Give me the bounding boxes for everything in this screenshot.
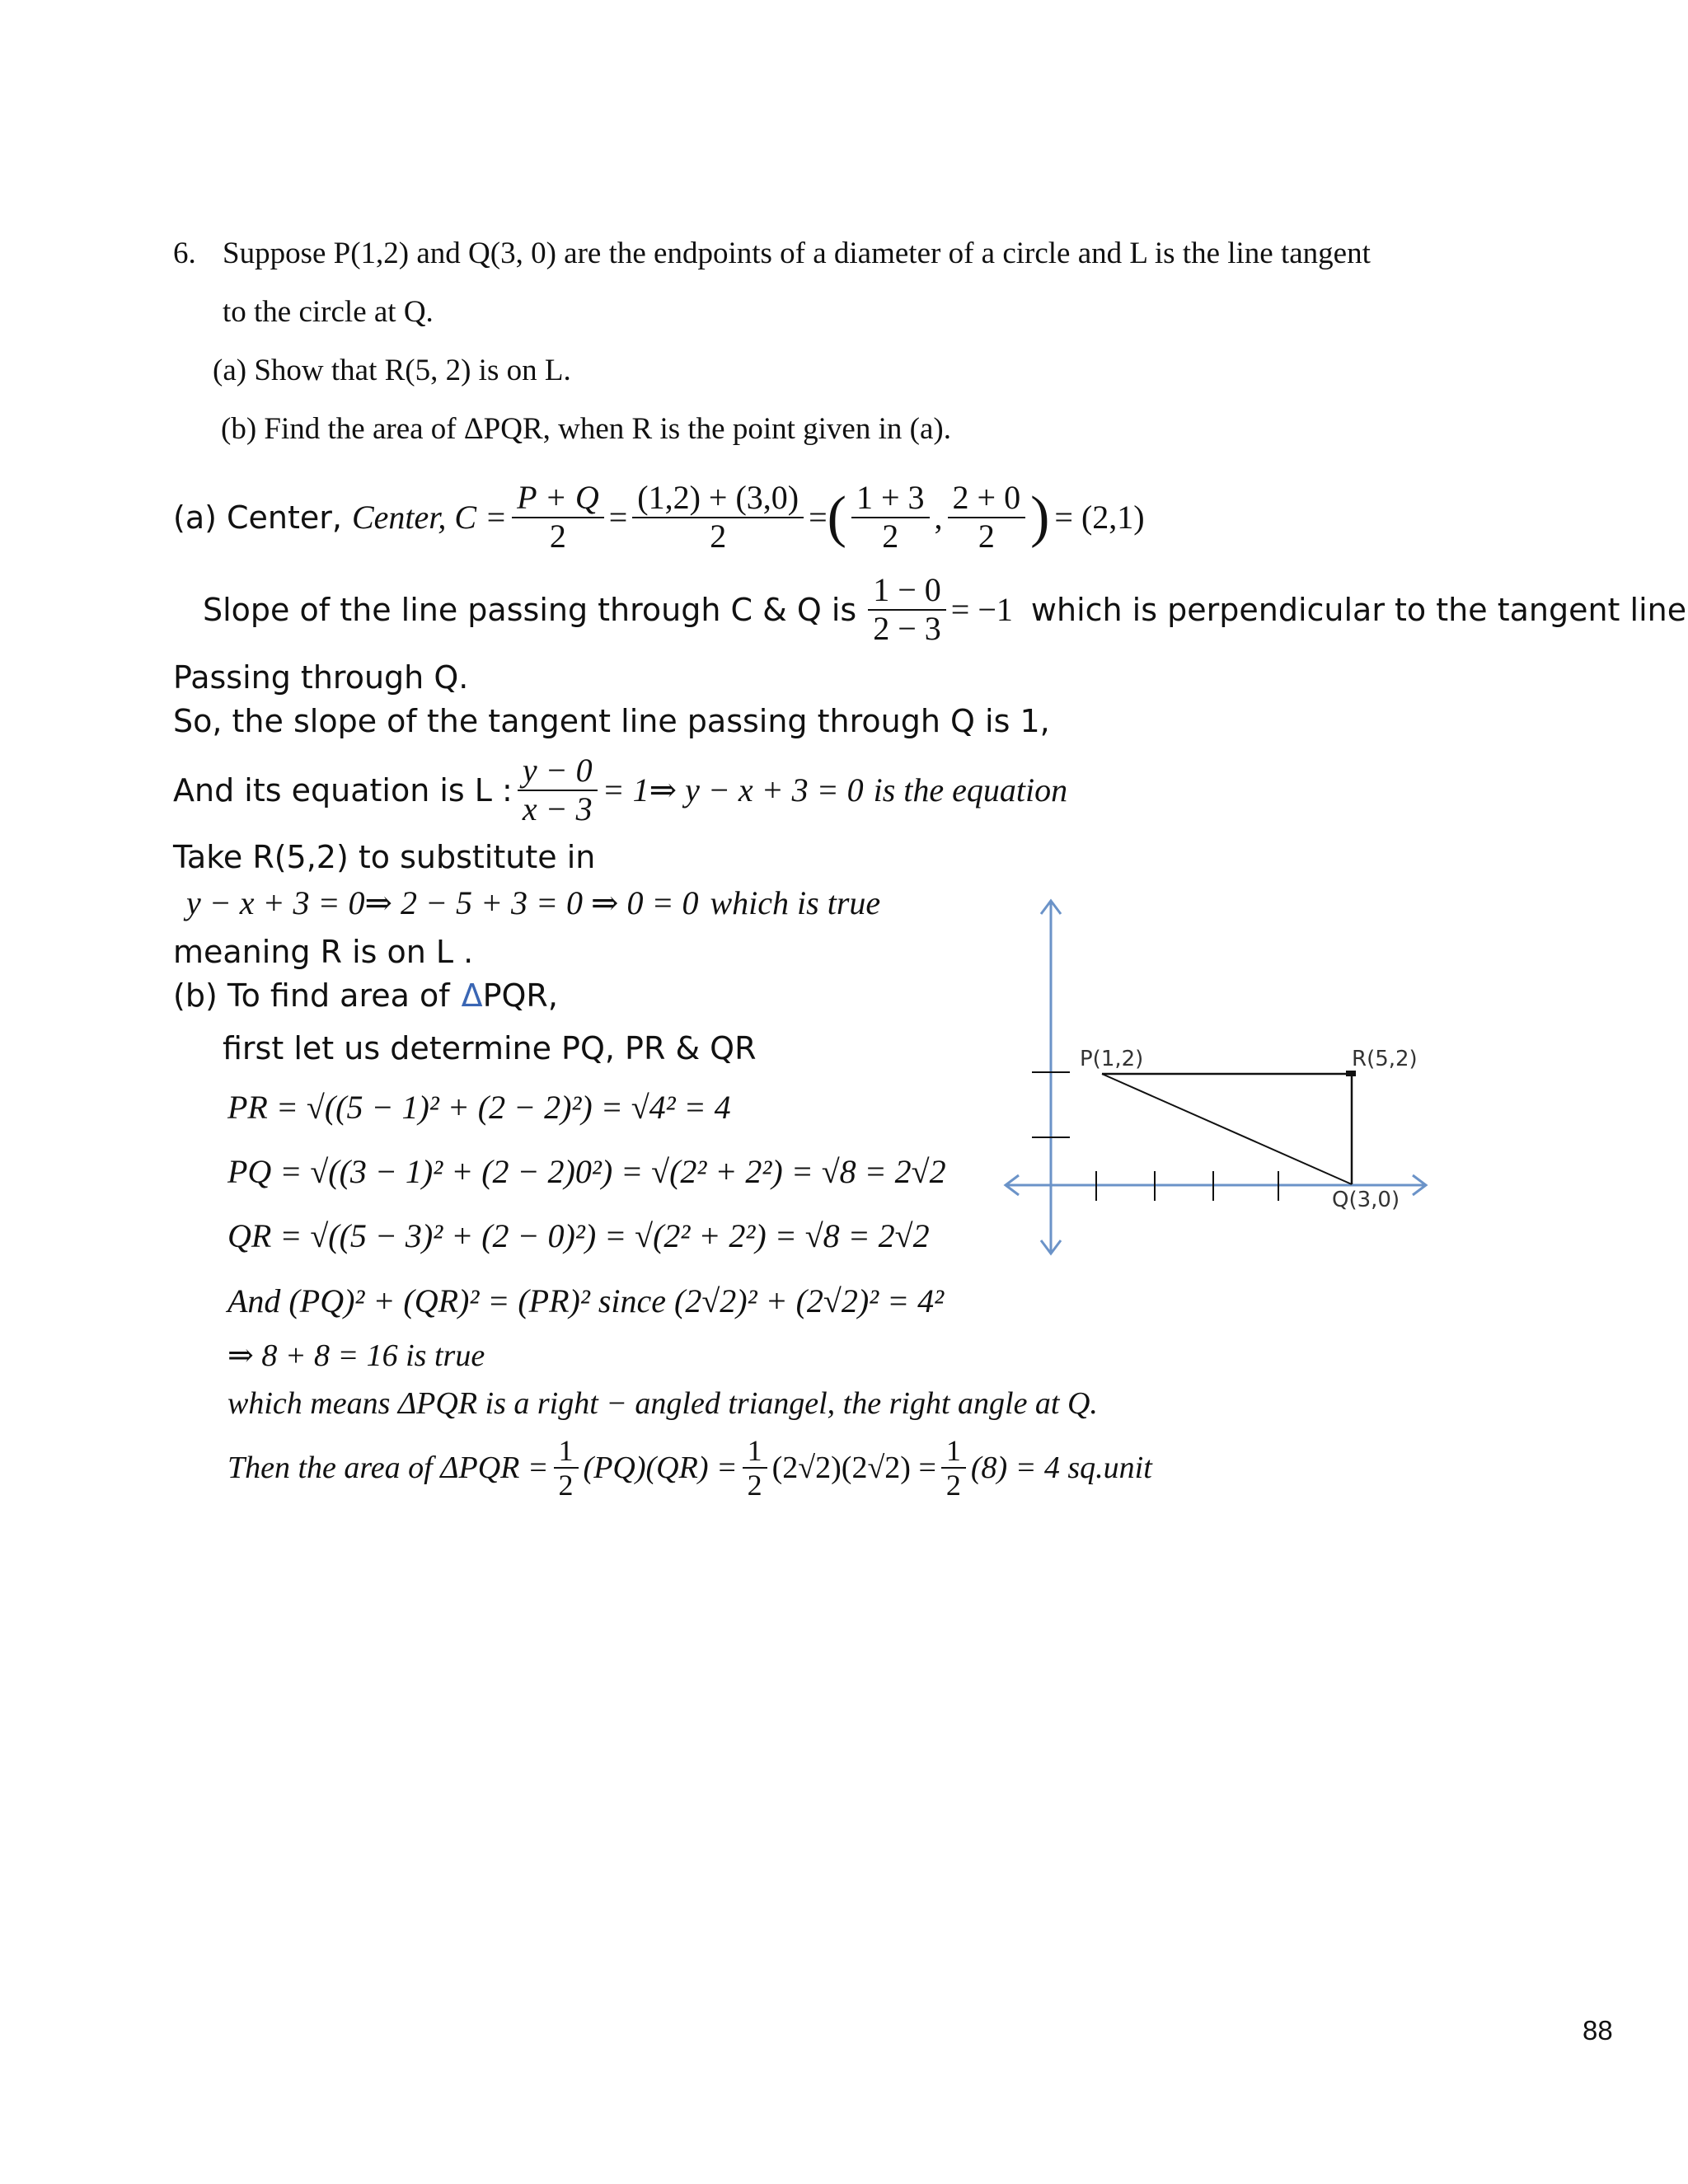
triangle-graph bbox=[989, 886, 1451, 1265]
part-b-label: (b) To find area of bbox=[173, 977, 450, 1014]
qr-equation: QR = √((5 − 3)² + (2 − 0)²) = √(2² + 2²) = √8 = 2√2 bbox=[227, 1217, 930, 1254]
so-slope-text: So, the slope of the tangent line passing through Q is 1, bbox=[173, 703, 1050, 739]
pr-equation: PR = √((5 − 1)² + (2 − 2)²) = √4² = 4 bbox=[227, 1089, 731, 1126]
equals-sign: = bbox=[809, 499, 828, 537]
and-equation: And (PQ)² + (QR)² = (PR)² since (2√2)² + (2√2)² = 4² bbox=[227, 1282, 945, 1319]
problem-part-b: (b) Find the area of ΔPQR, when R is the point given in (a). bbox=[221, 412, 951, 446]
part-b-label-tail: PQR, bbox=[482, 977, 558, 1014]
triangle-symbol: Δ bbox=[461, 977, 483, 1014]
half-fraction: $\frac{1}{2}$ bbox=[554, 1434, 579, 1502]
which-means-line: which means ΔPQR is a right − angled triangel, the right angle at Q. bbox=[227, 1386, 1098, 1421]
equals-sign: = bbox=[608, 499, 628, 537]
center-label: (a) Center, bbox=[173, 499, 342, 536]
passing-text: Passing through Q. bbox=[173, 659, 469, 696]
problem-line-1: Suppose P(1,2) and Q(3, 0) are the endpoints of a diameter of a circle and L is the line tangent bbox=[223, 237, 1371, 270]
eq-tail-2: is the equation bbox=[873, 771, 1068, 809]
problem-line-2: to the circle at Q. bbox=[223, 295, 434, 329]
slope-text: Slope of the line passing through C & Q is bbox=[203, 591, 857, 628]
area-term-3: (8) = 4 sq.unit bbox=[970, 1451, 1152, 1486]
subst-tail: which is true bbox=[710, 884, 881, 921]
meaning-text: meaning R is on L . bbox=[173, 934, 474, 970]
point-r-marker bbox=[1346, 1071, 1356, 1076]
page-number: 88 bbox=[1582, 2015, 1613, 2046]
slope-fraction: $\frac{1 - 0}{2 - 3}$ bbox=[868, 572, 946, 648]
pq-equation: PQ = √((3 − 1)² + (2 − 2)0²) = √(2² + 2²) = √8 = 2√2 bbox=[227, 1153, 946, 1190]
slope-tail: which is perpendicular to the tangent line bbox=[1030, 591, 1687, 628]
problem-number: 6. bbox=[173, 237, 196, 270]
substitution-line bbox=[186, 883, 880, 922]
comma: , bbox=[934, 499, 943, 537]
problem-part-a: (a) Show that R(5, 2) is on L. bbox=[213, 354, 571, 387]
area-term-1: (PQ)(QR) = bbox=[583, 1451, 738, 1486]
point-q-label: Q(3,0) bbox=[1332, 1188, 1400, 1212]
center-fraction-4: $\frac{2 + 0}{2}$ bbox=[948, 480, 1026, 555]
eq-tail: = 1⇒ y − x + 3 = 0 bbox=[602, 771, 864, 809]
center-fraction-2: $\frac{(1,2) + (3,0)}{2}$ bbox=[632, 480, 804, 555]
tangent-fraction: $\frac{y - 0}{x - 3}$ bbox=[518, 752, 598, 828]
point-r-label: R(5,2) bbox=[1352, 1047, 1418, 1071]
center-equation bbox=[173, 480, 1145, 555]
part-b-heading bbox=[173, 977, 558, 1014]
take-r-text: Take R(5,2) to substitute in bbox=[173, 839, 596, 875]
first-determine-text: first let us determine PQ, PR & QR bbox=[223, 1030, 757, 1066]
center-result: = (2,1) bbox=[1054, 499, 1145, 537]
tangent-equation bbox=[173, 752, 1067, 828]
half-fraction: $\frac{1}{2}$ bbox=[941, 1434, 966, 1502]
segment-pq bbox=[1102, 1074, 1352, 1184]
half-fraction: $\frac{1}{2}$ bbox=[743, 1434, 767, 1502]
center-fraction-3: $\frac{1 + 3}{2}$ bbox=[851, 480, 930, 555]
center-fraction-1: $\frac{P + Q}{2}$ bbox=[512, 480, 604, 555]
center-expr-head: Center, C = bbox=[352, 499, 508, 537]
point-p-label: P(1,2) bbox=[1080, 1047, 1144, 1071]
subst-expression: y − x + 3 = 0⇒ 2 − 5 + 3 = 0 ⇒ 0 = 0 bbox=[186, 884, 699, 921]
area-head: Then the area of ΔPQR = bbox=[227, 1451, 549, 1486]
area-term-2: (2√2)(2√2) = bbox=[771, 1451, 936, 1486]
close-paren: ) bbox=[1030, 485, 1050, 549]
implies-line: ⇒ 8 + 8 = 16 is true bbox=[227, 1338, 485, 1373]
slope-value: = −1 bbox=[950, 591, 1013, 629]
slope-equation bbox=[203, 572, 1686, 648]
area-equation bbox=[227, 1434, 1152, 1502]
open-paren: ( bbox=[827, 485, 846, 549]
eq-intro: And its equation is L : bbox=[173, 771, 513, 808]
